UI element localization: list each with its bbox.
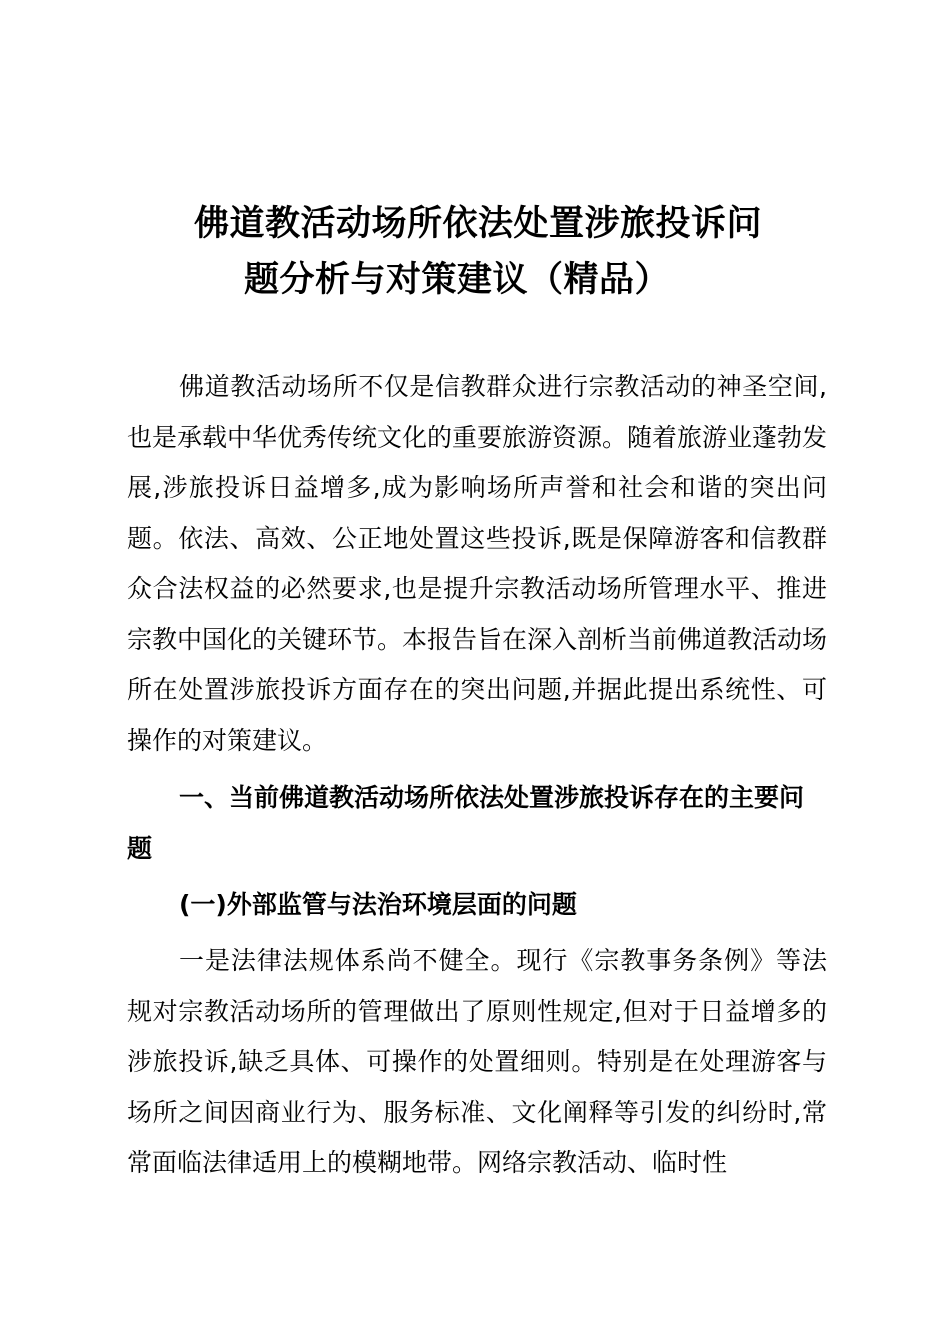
- title-line-1: 佛道教活动场所依法处置涉旅投诉问: [194, 204, 763, 244]
- section-heading-1: 一、当前佛道教活动场所依法处置涉旅投诉存在的主要问题: [127, 783, 805, 863]
- body-paragraph: 一是法律法规体系尚不健全。现行《宗教事务条例》等法规对宗教活动场所的管理做出了原则性规定,但对于日益增多的涉旅投诉,缺乏具体、可操作的处置细则。特别是在处理游客与场所之间因商业行为、服务标准、文化阐释等引发的纠纷时,常常面临法律适用上的模糊地带。网络宗教活动、临时性: [127, 946, 827, 1177]
- document-title: [180, 196, 820, 308]
- title-line-2: 题分析与对策建议（精品）: [244, 260, 671, 300]
- intro-paragraph: 佛道教活动场所不仅是信教群众进行宗教活动的神圣空间,也是承载中华优秀传统文化的重要旅游资源。随着旅游业蓬勃发展,涉旅投诉日益增多,成为影响场所声誉和社会和谐的突出问题。依法、高效、公正地处置这些投诉,既是保障游客和信教群众合法权益的必然要求,也是提升宗教活动场所管理水平、推进宗教中国化的关键环节。本报告旨在深入剖析当前佛道教活动场所在处置涉旅投诉方面存在的突出问题,并据此提出系统性、可操作的对策建议。: [127, 372, 828, 755]
- document-body: [127, 362, 827, 1189]
- subsection-heading-1: (一)外部监管与法治环境层面的问题: [179, 890, 577, 919]
